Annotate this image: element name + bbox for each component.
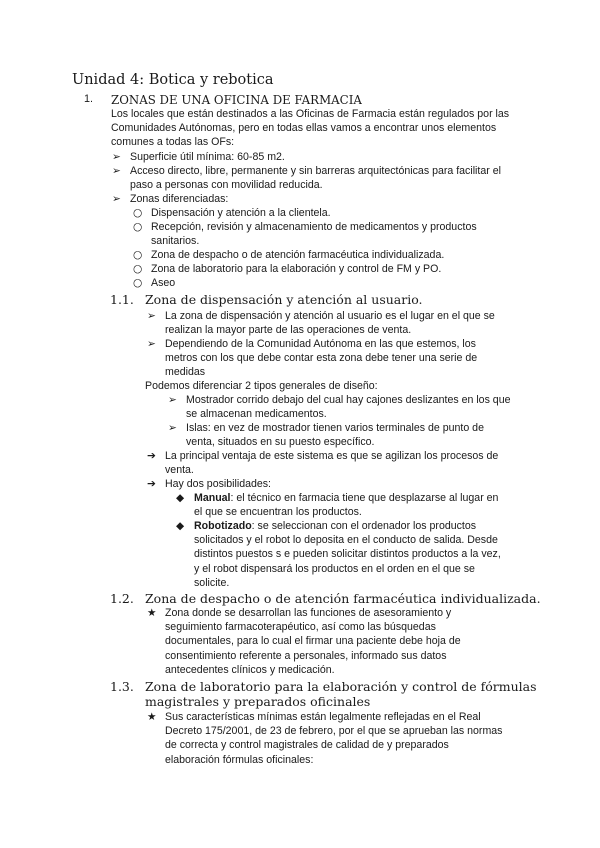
section-number: 1.3.	[110, 679, 134, 694]
star-bullet-icon: ★	[147, 607, 157, 619]
section-title: Zona de despacho o de atención farmacéutica individualizada.	[145, 591, 541, 606]
arrow-head-bullet-icon: ➢	[147, 310, 156, 322]
arrow-head-bullet-icon: ➢	[112, 151, 121, 163]
circle-bullet-icon: ○	[133, 221, 143, 233]
section-title: Zona de dispensación y atención al usuario.	[145, 292, 423, 307]
list-item: Superficie útil mínima: 60-85 m2.	[130, 151, 285, 163]
document-title: Unidad 4: Botica y rebotica	[72, 72, 274, 88]
list-item: Acceso directo, libre, permanente y sin barreras arquitectónicas para facilitar el paso a personas con movilidad reducida.	[130, 165, 501, 192]
manual-label: Manual	[194, 492, 231, 504]
design-intro: Podemos diferenciar 2 tipos generales de diseño:	[145, 380, 378, 392]
list-item: Zona de despacho o de atención farmacéutica individualizada.	[151, 249, 445, 261]
list-item: Robotizado: se seleccionan con el ordenador los productos solicitados y el robot lo deposita en el conducto de salida. Desde distintos puestos s e pueden solicitar distintos productos a la vez, y el robot dispensará los productos en el orden en el que se solicite.	[194, 520, 501, 589]
list-item: Sus características mínimas están legalmente reflejadas en el Real Decreto 175/2001, de 23 de febrero, por el que se aprueban las normas de correcta y control magistrales de calidad de y preparados elaboración fórmulas oficinales:	[165, 711, 503, 766]
list-item: Mostrador corrido debajo del cual hay cajones deslizantes en los que se almacenan medicamentos.	[186, 394, 511, 421]
arrow-head-bullet-icon: ➢	[168, 422, 177, 434]
section-number: 1.	[84, 93, 94, 105]
diamond-bullet-icon: ◆	[176, 520, 185, 532]
circle-bullet-icon: ○	[133, 249, 143, 261]
diamond-bullet-icon: ◆	[176, 492, 185, 504]
list-item: Recepción, revisión y almacenamiento de medicamentos y productos sanitarios.	[151, 221, 477, 248]
list-item: Aseo	[151, 277, 176, 289]
circle-bullet-icon: ○	[133, 277, 143, 289]
arrow-head-bullet-icon: ➢	[168, 394, 177, 406]
arrow-head-bullet-icon: ➢	[112, 165, 121, 177]
arrow-bullet-icon: ➔	[147, 478, 156, 490]
circle-bullet-icon: ○	[133, 207, 143, 219]
arrow-head-bullet-icon: ➢	[112, 193, 121, 205]
section-number: 1.2.	[110, 591, 134, 606]
list-item: La zona de dispensación y atención al usuario es el lugar en el que se realizan la mayor parte de las operaciones de venta.	[165, 310, 495, 337]
list-item: Manual: el técnico en farmacia tiene que desplazarse al lugar en el que se encuentran los productos.	[194, 492, 499, 519]
arrow-bullet-icon: ➔	[147, 450, 156, 462]
list-item: Zona donde se desarrollan las funciones de asesoramiento y seguimiento farmacoterapéutico, así como las búsquedas documentales, para lo cual el firmar una paciente debe hoja de consentimiento referente a personales, informado sus datos antecedentes clínicos y medicación.	[165, 607, 461, 676]
section-title: Zona de laboratorio para la elaboración y control de fórmulas magistrales y preparados oficinales	[145, 679, 537, 709]
section-number: 1.1.	[110, 292, 134, 307]
list-item: La principal ventaja de este sistema es que se agilizan los procesos de venta.	[165, 450, 499, 477]
list-item: Dependiendo de la Comunidad Autónoma en las que estemos, los metros con los que debe contar esta zona debe tener una serie de medidas	[165, 338, 478, 379]
list-item: Dispensación y atención a la clientela.	[151, 207, 331, 219]
section-title: ZONAS DE UNA OFICINA DE FARMACIA	[111, 93, 362, 107]
list-item: Zona de laboratorio para la elaboración y control de FM y PO.	[151, 263, 442, 275]
robot-label: Robotizado	[194, 520, 252, 532]
circle-bullet-icon: ○	[133, 263, 143, 275]
list-item: Hay dos posibilidades:	[165, 478, 271, 490]
star-bullet-icon: ★	[147, 711, 157, 723]
arrow-head-bullet-icon: ➢	[147, 338, 156, 350]
list-item: Zonas diferenciadas:	[130, 193, 229, 205]
list-item: Islas: en vez de mostrador tienen varios terminales de punto de venta, situados en su puesto específico.	[186, 422, 484, 449]
section-1-intro: Los locales que están destinados a las Oficinas de Farmacia están regulados por las Comunidades Autónomas, pero en todas ellas vamos a encontrar unos elementos comunes a todas las OFs:	[111, 108, 510, 149]
